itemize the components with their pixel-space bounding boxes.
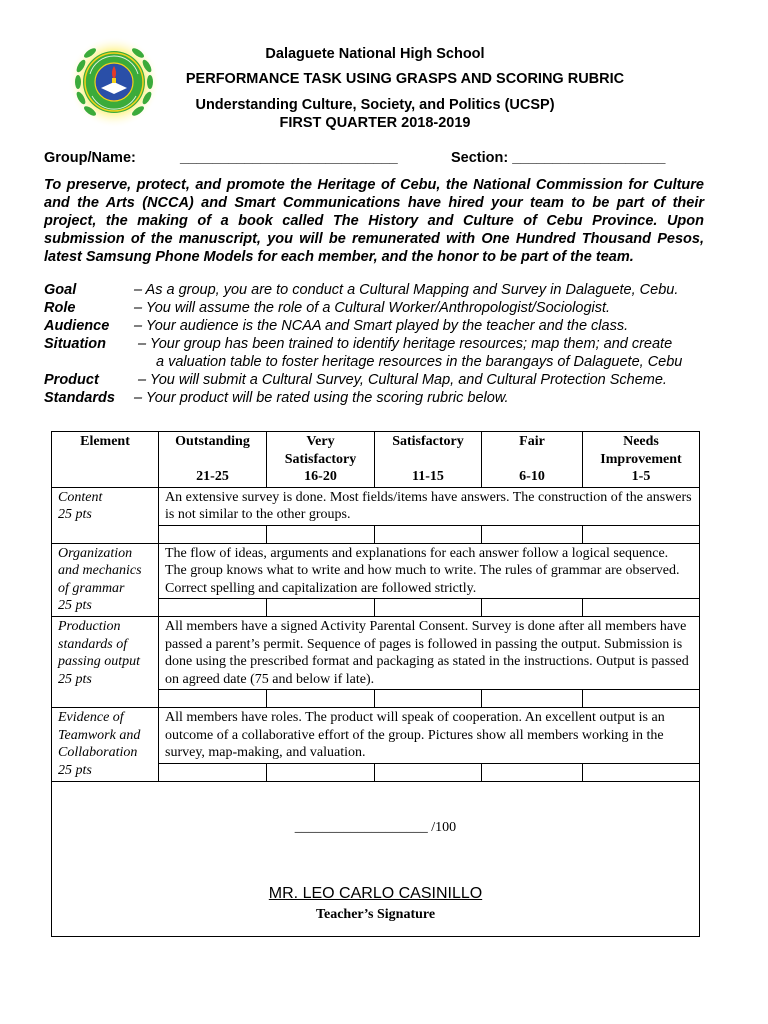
grasps-value: – You will submit a Cultural Survey, Cultural Map, and Cultural Protection Scheme.: [138, 372, 667, 388]
criterion-cell: Organization and mechanics of grammar 25 pts: [52, 543, 159, 617]
task-title: PERFORMANCE TASK USING GRASPS AND SCORING RUBRIC: [185, 71, 625, 87]
score-box[interactable]: [482, 599, 583, 617]
total-signature-cell: [52, 781, 700, 936]
score-box[interactable]: [267, 763, 375, 781]
subject-title: Understanding Culture, Society, and Politics (UCSP): [195, 97, 555, 113]
score-box[interactable]: [583, 599, 700, 617]
criterion-cell: Content 25 pts: [52, 487, 159, 543]
header-needs-improvement: Needs Improvement 1-5: [583, 432, 700, 488]
grasps-role: [44, 299, 724, 317]
score-box[interactable]: [375, 690, 482, 708]
score-box[interactable]: [583, 690, 700, 708]
score-box[interactable]: [159, 763, 267, 781]
scenario-paragraph: To preserve, protect, and promote the Heritage of Cebu, the National Commission for Culture and the Arts (NCCA) and Smart Communications have hired your team to be part of their project, the making of a book called The History and Culture of Cebu Province. Upon submission of the manuscript, you will be remunerated with One Hundred Thousand Pesos, latest Samsung Phone Models for each member, and the honor to be part of the team.: [44, 177, 704, 265]
score-box[interactable]: [375, 763, 482, 781]
score-box[interactable]: [267, 690, 375, 708]
header-fair: Fair 6-10: [482, 432, 583, 488]
grasps-goal: [44, 281, 724, 299]
score-box[interactable]: [267, 525, 375, 543]
score-box[interactable]: [482, 763, 583, 781]
grasps-situation: [44, 335, 724, 353]
grasps-audience: [44, 317, 724, 335]
score-box[interactable]: [482, 690, 583, 708]
grasps-key: Role: [44, 300, 76, 316]
section-field: Section: ___________________: [451, 150, 666, 166]
grasps-value: – You will assume the role of a Cultural Worker/Anthropologist/Sociologist.: [134, 300, 611, 316]
group-name-blank: ___________________________: [180, 150, 398, 166]
grasps-key: Situation: [44, 336, 107, 352]
criterion-description: All members have roles. The product will speak of cooperation. An excellent output is an outcome of a collaborative effort of the group. Pictures show all members working in the survey, map-making, and valuation.: [159, 708, 700, 764]
criterion-cell: Production standards of passing output 25 pts: [52, 617, 159, 708]
grasps-key: Audience: [44, 318, 110, 334]
grasps-value: – As a group, you are to conduct a Cultural Mapping and Survey in Dalaguete, Cebu.: [134, 282, 679, 298]
score-box[interactable]: [583, 763, 700, 781]
grasps-key: Goal: [44, 282, 77, 298]
rubric-header-row: [52, 432, 700, 488]
rubric-row-production: [52, 617, 700, 690]
score-box[interactable]: [482, 525, 583, 543]
score-box[interactable]: [375, 525, 482, 543]
score-box[interactable]: [159, 525, 267, 543]
score-box[interactable]: [375, 599, 482, 617]
total-signature-row: [52, 781, 700, 936]
grasps-product: [44, 371, 724, 389]
grasps-list: [44, 281, 724, 407]
grasps-situation-cont: [44, 353, 724, 371]
header-outstanding: Outstanding 21-25: [159, 432, 267, 488]
score-box[interactable]: [583, 525, 700, 543]
header-satisfactory: Satisfactory 11-15: [375, 432, 482, 488]
total-score-line[interactable]: ___________________ /100: [294, 819, 457, 835]
rubric-row-teamwork: [52, 708, 700, 764]
rubric-row-content: [52, 487, 700, 525]
score-box[interactable]: [159, 599, 267, 617]
rubric-row-organization: [52, 543, 700, 599]
grasps-key: Standards: [44, 390, 115, 406]
score-box[interactable]: [159, 690, 267, 708]
school-name: Dalaguete National High School: [265, 46, 485, 62]
quarter-title: FIRST QUARTER 2018-2019: [279, 115, 471, 131]
grasps-value-continued: a valuation table to foster heritage resources in the barangays of Dalaguete, Cebu: [156, 354, 683, 370]
criterion-description: An extensive survey is done. Most fields/items have answers. The construction of the answers is not similar to the other groups.: [159, 487, 700, 525]
scoring-rubric-table: [51, 431, 700, 937]
grasps-value: – Your product will be rated using the scoring rubric below.: [134, 390, 509, 406]
criterion-description: The flow of ideas, arguments and explanations for each answer follow a logical sequence. The group knows what to write and how much to write. The rules of grammar are observed. Correct spelling and capitalization are followed strictly.: [159, 543, 700, 599]
group-name-label: Group/Name:: [44, 150, 136, 166]
header-very-satisfactory: Very Satisfactory 16-20: [267, 432, 375, 488]
grasps-standards: [44, 389, 724, 407]
header-element: Element: [52, 432, 159, 488]
criterion-cell: Evidence of Teamwork and Collaboration 25 pts: [52, 708, 159, 782]
school-seal-logo: [68, 36, 160, 128]
teacher-signature-caption: Teacher’s Signature: [315, 906, 436, 922]
grasps-key: Product: [44, 372, 99, 388]
grasps-value: – Your audience is the NCAA and Smart played by the teacher and the class.: [134, 318, 629, 334]
grasps-value: – Your group has been trained to identify heritage resources; map them; and create: [138, 336, 673, 352]
score-box[interactable]: [267, 599, 375, 617]
teacher-name: MR. LEO CARLO CASINILLO: [268, 884, 483, 902]
criterion-description: All members have a signed Activity Parental Consent. Survey is done after all members have passed a parent’s permit. Sequence of pages is followed in passing the output. Submission is done using the prescribed format and packaging as stated in the instructions. Output is passed on agreed date (75 and below if late).: [159, 617, 700, 690]
